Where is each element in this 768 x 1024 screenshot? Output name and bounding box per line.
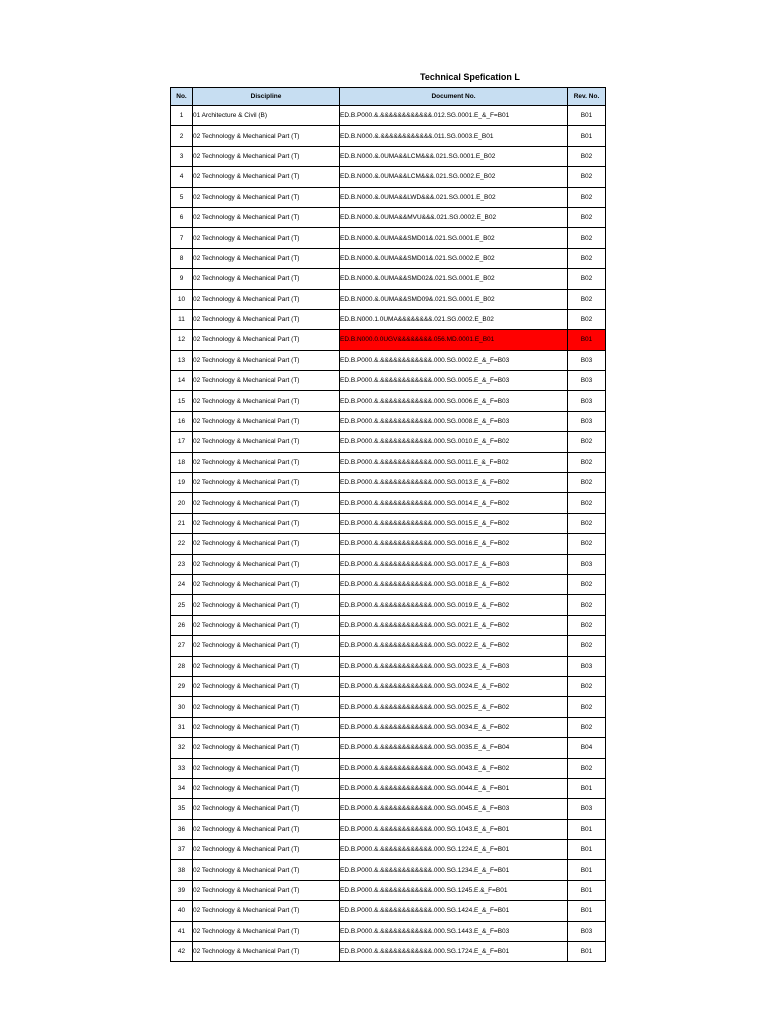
table-row: [171, 493, 606, 513]
table-row: [171, 880, 606, 900]
header-document-no: Document No.: [340, 88, 568, 106]
table-row: [171, 330, 606, 350]
row-number: 31: [171, 717, 193, 737]
row-number: 29: [171, 676, 193, 696]
table-row: [171, 676, 606, 696]
revision-cell: B02: [568, 146, 606, 166]
discipline-cell: 02 Technology & Mechanical Part (T): [193, 676, 340, 696]
document-number-cell: ED.B.P000.&.&&&&&&&&&&&&.000.SG.0021.E_&_F=B02: [340, 615, 568, 635]
document-number-cell: ED.B.P000.&.&&&&&&&&&&&&.000.SG.0014.E_&_F=B02: [340, 493, 568, 513]
discipline-cell: 02 Technology & Mechanical Part (T): [193, 534, 340, 554]
row-number: 23: [171, 554, 193, 574]
document-number-cell: ED.B.N000.&.&&&&&&&&&&&&.011.SG.0003.E_B01: [340, 126, 568, 146]
row-number: 18: [171, 452, 193, 472]
discipline-cell: 01 Architecture & Civil (B): [193, 106, 340, 126]
table-row: [171, 228, 606, 248]
document-number-cell: ED.B.P000.&.&&&&&&&&&&&&.000.SG.1245.E.&_F=B01: [340, 880, 568, 900]
revision-cell: B03: [568, 554, 606, 574]
discipline-cell: 02 Technology & Mechanical Part (T): [193, 513, 340, 533]
row-number: 35: [171, 799, 193, 819]
discipline-cell: 02 Technology & Mechanical Part (T): [193, 758, 340, 778]
table-row: [171, 595, 606, 615]
document-number-cell: ED.B.P000.&.&&&&&&&&&&&&.000.SG.0045.E_&_F=B03: [340, 799, 568, 819]
discipline-cell: 02 Technology & Mechanical Part (T): [193, 717, 340, 737]
discipline-cell: 02 Technology & Mechanical Part (T): [193, 411, 340, 431]
discipline-cell: 02 Technology & Mechanical Part (T): [193, 207, 340, 227]
revision-cell: B01: [568, 819, 606, 839]
table-row: [171, 615, 606, 635]
table-row: [171, 738, 606, 758]
document-number-cell: ED.B.N000.&.0UMA&&SMD02&.021.SG.0001.E_B02: [340, 269, 568, 289]
table-header-row: [171, 88, 606, 106]
revision-cell: B04: [568, 738, 606, 758]
row-number: 7: [171, 228, 193, 248]
revision-cell: B01: [568, 330, 606, 350]
document-number-cell: ED.B.P000.&.&&&&&&&&&&&&.000.SG.0015.E_&_F=B02: [340, 513, 568, 533]
document-number-cell: ED.B.N000.&.0UMA&&SMD01&.021.SG.0001.E_B02: [340, 228, 568, 248]
document-number-cell: ED.B.P000.&.&&&&&&&&&&&&.000.SG.0035.E_&_F=B04: [340, 738, 568, 758]
discipline-cell: 02 Technology & Mechanical Part (T): [193, 330, 340, 350]
revision-cell: B03: [568, 799, 606, 819]
table-row: [171, 860, 606, 880]
revision-cell: B02: [568, 432, 606, 452]
table-row: [171, 269, 606, 289]
discipline-cell: 02 Technology & Mechanical Part (T): [193, 309, 340, 329]
document-number-cell: ED.B.P000.&.&&&&&&&&&&&&.000.SG.1443.E_&_F=B03: [340, 921, 568, 941]
document-number-cell: ED.B.P000.&.&&&&&&&&&&&&.000.SG.0002.E_&_F=B03: [340, 350, 568, 370]
document-number-cell: ED.B.P000.&.&&&&&&&&&&&&.000.SG.0006.E_&_F=B03: [340, 391, 568, 411]
discipline-cell: 02 Technology & Mechanical Part (T): [193, 126, 340, 146]
discipline-cell: 02 Technology & Mechanical Part (T): [193, 595, 340, 615]
table-row: [171, 432, 606, 452]
discipline-cell: 02 Technology & Mechanical Part (T): [193, 493, 340, 513]
discipline-cell: 02 Technology & Mechanical Part (T): [193, 656, 340, 676]
table-row: [171, 371, 606, 391]
row-number: 19: [171, 473, 193, 493]
discipline-cell: 02 Technology & Mechanical Part (T): [193, 146, 340, 166]
revision-cell: B03: [568, 350, 606, 370]
discipline-cell: 02 Technology & Mechanical Part (T): [193, 921, 340, 941]
row-number: 28: [171, 656, 193, 676]
row-number: 30: [171, 697, 193, 717]
revision-cell: B02: [568, 248, 606, 268]
discipline-cell: 02 Technology & Mechanical Part (T): [193, 187, 340, 207]
table-row: [171, 473, 606, 493]
document-number-cell: ED.B.N000.&.0UMA&&SMD09&.021.SG.0001.E_B02: [340, 289, 568, 309]
table-row: [171, 106, 606, 126]
row-number: 13: [171, 350, 193, 370]
revision-cell: B03: [568, 921, 606, 941]
row-number: 39: [171, 880, 193, 900]
document-number-cell: ED.B.P000.&.&&&&&&&&&&&&.000.SG.0018.E_&_F=B02: [340, 574, 568, 594]
row-number: 9: [171, 269, 193, 289]
document-number-cell: ED.B.P000.&.&&&&&&&&&&&&.000.SG.0043.E_&_F=B02: [340, 758, 568, 778]
document-number-cell: ED.B.N000.&.0UMA&&LCM&&&.021.SG.0001.E_B02: [340, 146, 568, 166]
document-number-cell: ED.B.N000.1.0UMA&&&&&&&&.021.SG.0002.E_B02: [340, 309, 568, 329]
discipline-cell: 02 Technology & Mechanical Part (T): [193, 819, 340, 839]
discipline-cell: 02 Technology & Mechanical Part (T): [193, 880, 340, 900]
row-number: 3: [171, 146, 193, 166]
revision-cell: B01: [568, 901, 606, 921]
document-number-cell: ED.B.N000.&.0UMA&&MVU&&&.021.SG.0002.E_B02: [340, 207, 568, 227]
row-number: 34: [171, 778, 193, 798]
revision-cell: B02: [568, 717, 606, 737]
document-table: [170, 87, 606, 962]
header-no: No.: [171, 88, 193, 106]
revision-cell: B02: [568, 615, 606, 635]
revision-cell: B03: [568, 391, 606, 411]
discipline-cell: 02 Technology & Mechanical Part (T): [193, 432, 340, 452]
table-row: [171, 167, 606, 187]
table-row: [171, 534, 606, 554]
page-title: Technical Spefication L: [420, 72, 520, 82]
revision-cell: B02: [568, 289, 606, 309]
row-number: 40: [171, 901, 193, 921]
table-row: [171, 778, 606, 798]
discipline-cell: 02 Technology & Mechanical Part (T): [193, 269, 340, 289]
row-number: 17: [171, 432, 193, 452]
document-number-cell: ED.B.N000.0.0UGV&&&&&&&&.056.MD.0001.E_B01: [340, 330, 568, 350]
document-number-cell: ED.B.P000.&.&&&&&&&&&&&&.000.SG.1234.E_&_F=B01: [340, 860, 568, 880]
table-row: [171, 819, 606, 839]
table-row: [171, 207, 606, 227]
revision-cell: B01: [568, 778, 606, 798]
discipline-cell: 02 Technology & Mechanical Part (T): [193, 350, 340, 370]
row-number: 2: [171, 126, 193, 146]
discipline-cell: 02 Technology & Mechanical Part (T): [193, 636, 340, 656]
table-row: [171, 799, 606, 819]
discipline-cell: 02 Technology & Mechanical Part (T): [193, 473, 340, 493]
revision-cell: B02: [568, 473, 606, 493]
row-number: 16: [171, 411, 193, 431]
row-number: 8: [171, 248, 193, 268]
discipline-cell: 02 Technology & Mechanical Part (T): [193, 778, 340, 798]
table-row: [171, 942, 606, 962]
revision-cell: B02: [568, 595, 606, 615]
revision-cell: B02: [568, 228, 606, 248]
table-row: [171, 309, 606, 329]
document-number-cell: ED.B.P000.&.&&&&&&&&&&&&.000.SG.0019.E_&_F=B02: [340, 595, 568, 615]
revision-cell: B01: [568, 106, 606, 126]
row-number: 36: [171, 819, 193, 839]
row-number: 41: [171, 921, 193, 941]
revision-cell: B01: [568, 860, 606, 880]
revision-cell: B02: [568, 636, 606, 656]
table-row: [171, 921, 606, 941]
document-number-cell: ED.B.P000.&.&&&&&&&&&&&&.000.SG.0013.E_&_F=B02: [340, 473, 568, 493]
table-row: [171, 901, 606, 921]
table-row: [171, 126, 606, 146]
revision-cell: B02: [568, 269, 606, 289]
document-number-cell: ED.B.P000.&.&&&&&&&&&&&&.000.SG.0023.E_&_F=B03: [340, 656, 568, 676]
document-number-cell: ED.B.P000.&.&&&&&&&&&&&&.000.SG.1724.E_&_F=B01: [340, 942, 568, 962]
row-number: 15: [171, 391, 193, 411]
discipline-cell: 02 Technology & Mechanical Part (T): [193, 697, 340, 717]
revision-cell: B02: [568, 452, 606, 472]
discipline-cell: 02 Technology & Mechanical Part (T): [193, 799, 340, 819]
revision-cell: B03: [568, 656, 606, 676]
revision-cell: B01: [568, 840, 606, 860]
revision-cell: B02: [568, 207, 606, 227]
table-row: [171, 513, 606, 533]
revision-cell: B02: [568, 758, 606, 778]
document-number-cell: ED.B.P000.&.&&&&&&&&&&&&.012.SG.0001.E_&_F=B01: [340, 106, 568, 126]
revision-cell: B02: [568, 697, 606, 717]
discipline-cell: 02 Technology & Mechanical Part (T): [193, 574, 340, 594]
document-number-cell: ED.B.P000.&.&&&&&&&&&&&&.000.SG.0008.E_&_F=B03: [340, 411, 568, 431]
discipline-cell: 02 Technology & Mechanical Part (T): [193, 860, 340, 880]
document-number-cell: ED.B.P000.&.&&&&&&&&&&&&.000.SG.0016.E_&_F=B02: [340, 534, 568, 554]
document-number-cell: ED.B.P000.&.&&&&&&&&&&&&.000.SG.0044.E_&_F=B01: [340, 778, 568, 798]
discipline-cell: 02 Technology & Mechanical Part (T): [193, 452, 340, 472]
discipline-cell: 02 Technology & Mechanical Part (T): [193, 738, 340, 758]
table-row: [171, 758, 606, 778]
revision-cell: B02: [568, 493, 606, 513]
discipline-cell: 02 Technology & Mechanical Part (T): [193, 371, 340, 391]
document-number-cell: ED.B.P000.&.&&&&&&&&&&&&.000.SG.0024.E_&_F=B02: [340, 676, 568, 696]
row-number: 1: [171, 106, 193, 126]
discipline-cell: 02 Technology & Mechanical Part (T): [193, 615, 340, 635]
discipline-cell: 02 Technology & Mechanical Part (T): [193, 901, 340, 921]
row-number: 25: [171, 595, 193, 615]
table-row: [171, 717, 606, 737]
row-number: 32: [171, 738, 193, 758]
header-discipline: Discipline: [193, 88, 340, 106]
revision-cell: B02: [568, 574, 606, 594]
revision-cell: B01: [568, 126, 606, 146]
discipline-cell: 02 Technology & Mechanical Part (T): [193, 289, 340, 309]
revision-cell: B02: [568, 513, 606, 533]
table-row: [171, 248, 606, 268]
discipline-cell: 02 Technology & Mechanical Part (T): [193, 391, 340, 411]
table-row: [171, 187, 606, 207]
revision-cell: B01: [568, 942, 606, 962]
discipline-cell: 02 Technology & Mechanical Part (T): [193, 942, 340, 962]
revision-cell: B02: [568, 309, 606, 329]
row-number: 20: [171, 493, 193, 513]
row-number: 11: [171, 309, 193, 329]
document-number-cell: ED.B.P000.&.&&&&&&&&&&&&.000.SG.1424.E_&_F=B01: [340, 901, 568, 921]
discipline-cell: 02 Technology & Mechanical Part (T): [193, 840, 340, 860]
row-number: 10: [171, 289, 193, 309]
revision-cell: B02: [568, 187, 606, 207]
table-row: [171, 656, 606, 676]
document-number-cell: ED.B.P000.&.&&&&&&&&&&&&.000.SG.0025.E_&_F=B02: [340, 697, 568, 717]
row-number: 4: [171, 167, 193, 187]
row-number: 37: [171, 840, 193, 860]
table-row: [171, 411, 606, 431]
discipline-cell: 02 Technology & Mechanical Part (T): [193, 554, 340, 574]
document-number-cell: ED.B.N000.&.0UMA&&LCM&&&.021.SG.0002.E_B02: [340, 167, 568, 187]
discipline-cell: 02 Technology & Mechanical Part (T): [193, 228, 340, 248]
row-number: 22: [171, 534, 193, 554]
table-row: [171, 452, 606, 472]
row-number: 27: [171, 636, 193, 656]
row-number: 24: [171, 574, 193, 594]
row-number: 38: [171, 860, 193, 880]
document-number-cell: ED.B.N000.&.0UMA&&SMD01&.021.SG.0002.E_B02: [340, 248, 568, 268]
revision-cell: B02: [568, 167, 606, 187]
row-number: 5: [171, 187, 193, 207]
revision-cell: B03: [568, 371, 606, 391]
row-number: 33: [171, 758, 193, 778]
table-row: [171, 840, 606, 860]
discipline-cell: 02 Technology & Mechanical Part (T): [193, 248, 340, 268]
row-number: 12: [171, 330, 193, 350]
table-row: [171, 554, 606, 574]
document-number-cell: ED.B.P000.&.&&&&&&&&&&&&.000.SG.1224.E_&_F=B01: [340, 840, 568, 860]
table-row: [171, 574, 606, 594]
row-number: 42: [171, 942, 193, 962]
row-number: 26: [171, 615, 193, 635]
revision-cell: B02: [568, 534, 606, 554]
table-row: [171, 350, 606, 370]
table-row: [171, 391, 606, 411]
row-number: 21: [171, 513, 193, 533]
revision-cell: B02: [568, 676, 606, 696]
discipline-cell: 02 Technology & Mechanical Part (T): [193, 167, 340, 187]
document-number-cell: ED.B.P000.&.&&&&&&&&&&&&.000.SG.0010.E_&_F=B02: [340, 432, 568, 452]
document-number-cell: ED.B.P000.&.&&&&&&&&&&&&.000.SG.1043.E_&_F=B01: [340, 819, 568, 839]
document-number-cell: ED.B.P000.&.&&&&&&&&&&&&.000.SG.0034.E_&_F=B02: [340, 717, 568, 737]
header-rev-no: Rev. No.: [568, 88, 606, 106]
row-number: 6: [171, 207, 193, 227]
document-number-cell: ED.B.P000.&.&&&&&&&&&&&&.000.SG.0022.E_&_F=B02: [340, 636, 568, 656]
revision-cell: B03: [568, 411, 606, 431]
revision-cell: B01: [568, 880, 606, 900]
table-row: [171, 289, 606, 309]
document-number-cell: ED.B.N000.&.0UMA&&LWD&&&.021.SG.0001.E_B02: [340, 187, 568, 207]
document-number-cell: ED.B.P000.&.&&&&&&&&&&&&.000.SG.0011.E_&_F=B02: [340, 452, 568, 472]
table-row: [171, 636, 606, 656]
table-row: [171, 146, 606, 166]
table-row: [171, 697, 606, 717]
document-number-cell: ED.B.P000.&.&&&&&&&&&&&&.000.SG.0017.E_&_F=B03: [340, 554, 568, 574]
table-body: [171, 106, 606, 962]
row-number: 14: [171, 371, 193, 391]
document-number-cell: ED.B.P000.&.&&&&&&&&&&&&.000.SG.0005.E_&_F=B03: [340, 371, 568, 391]
